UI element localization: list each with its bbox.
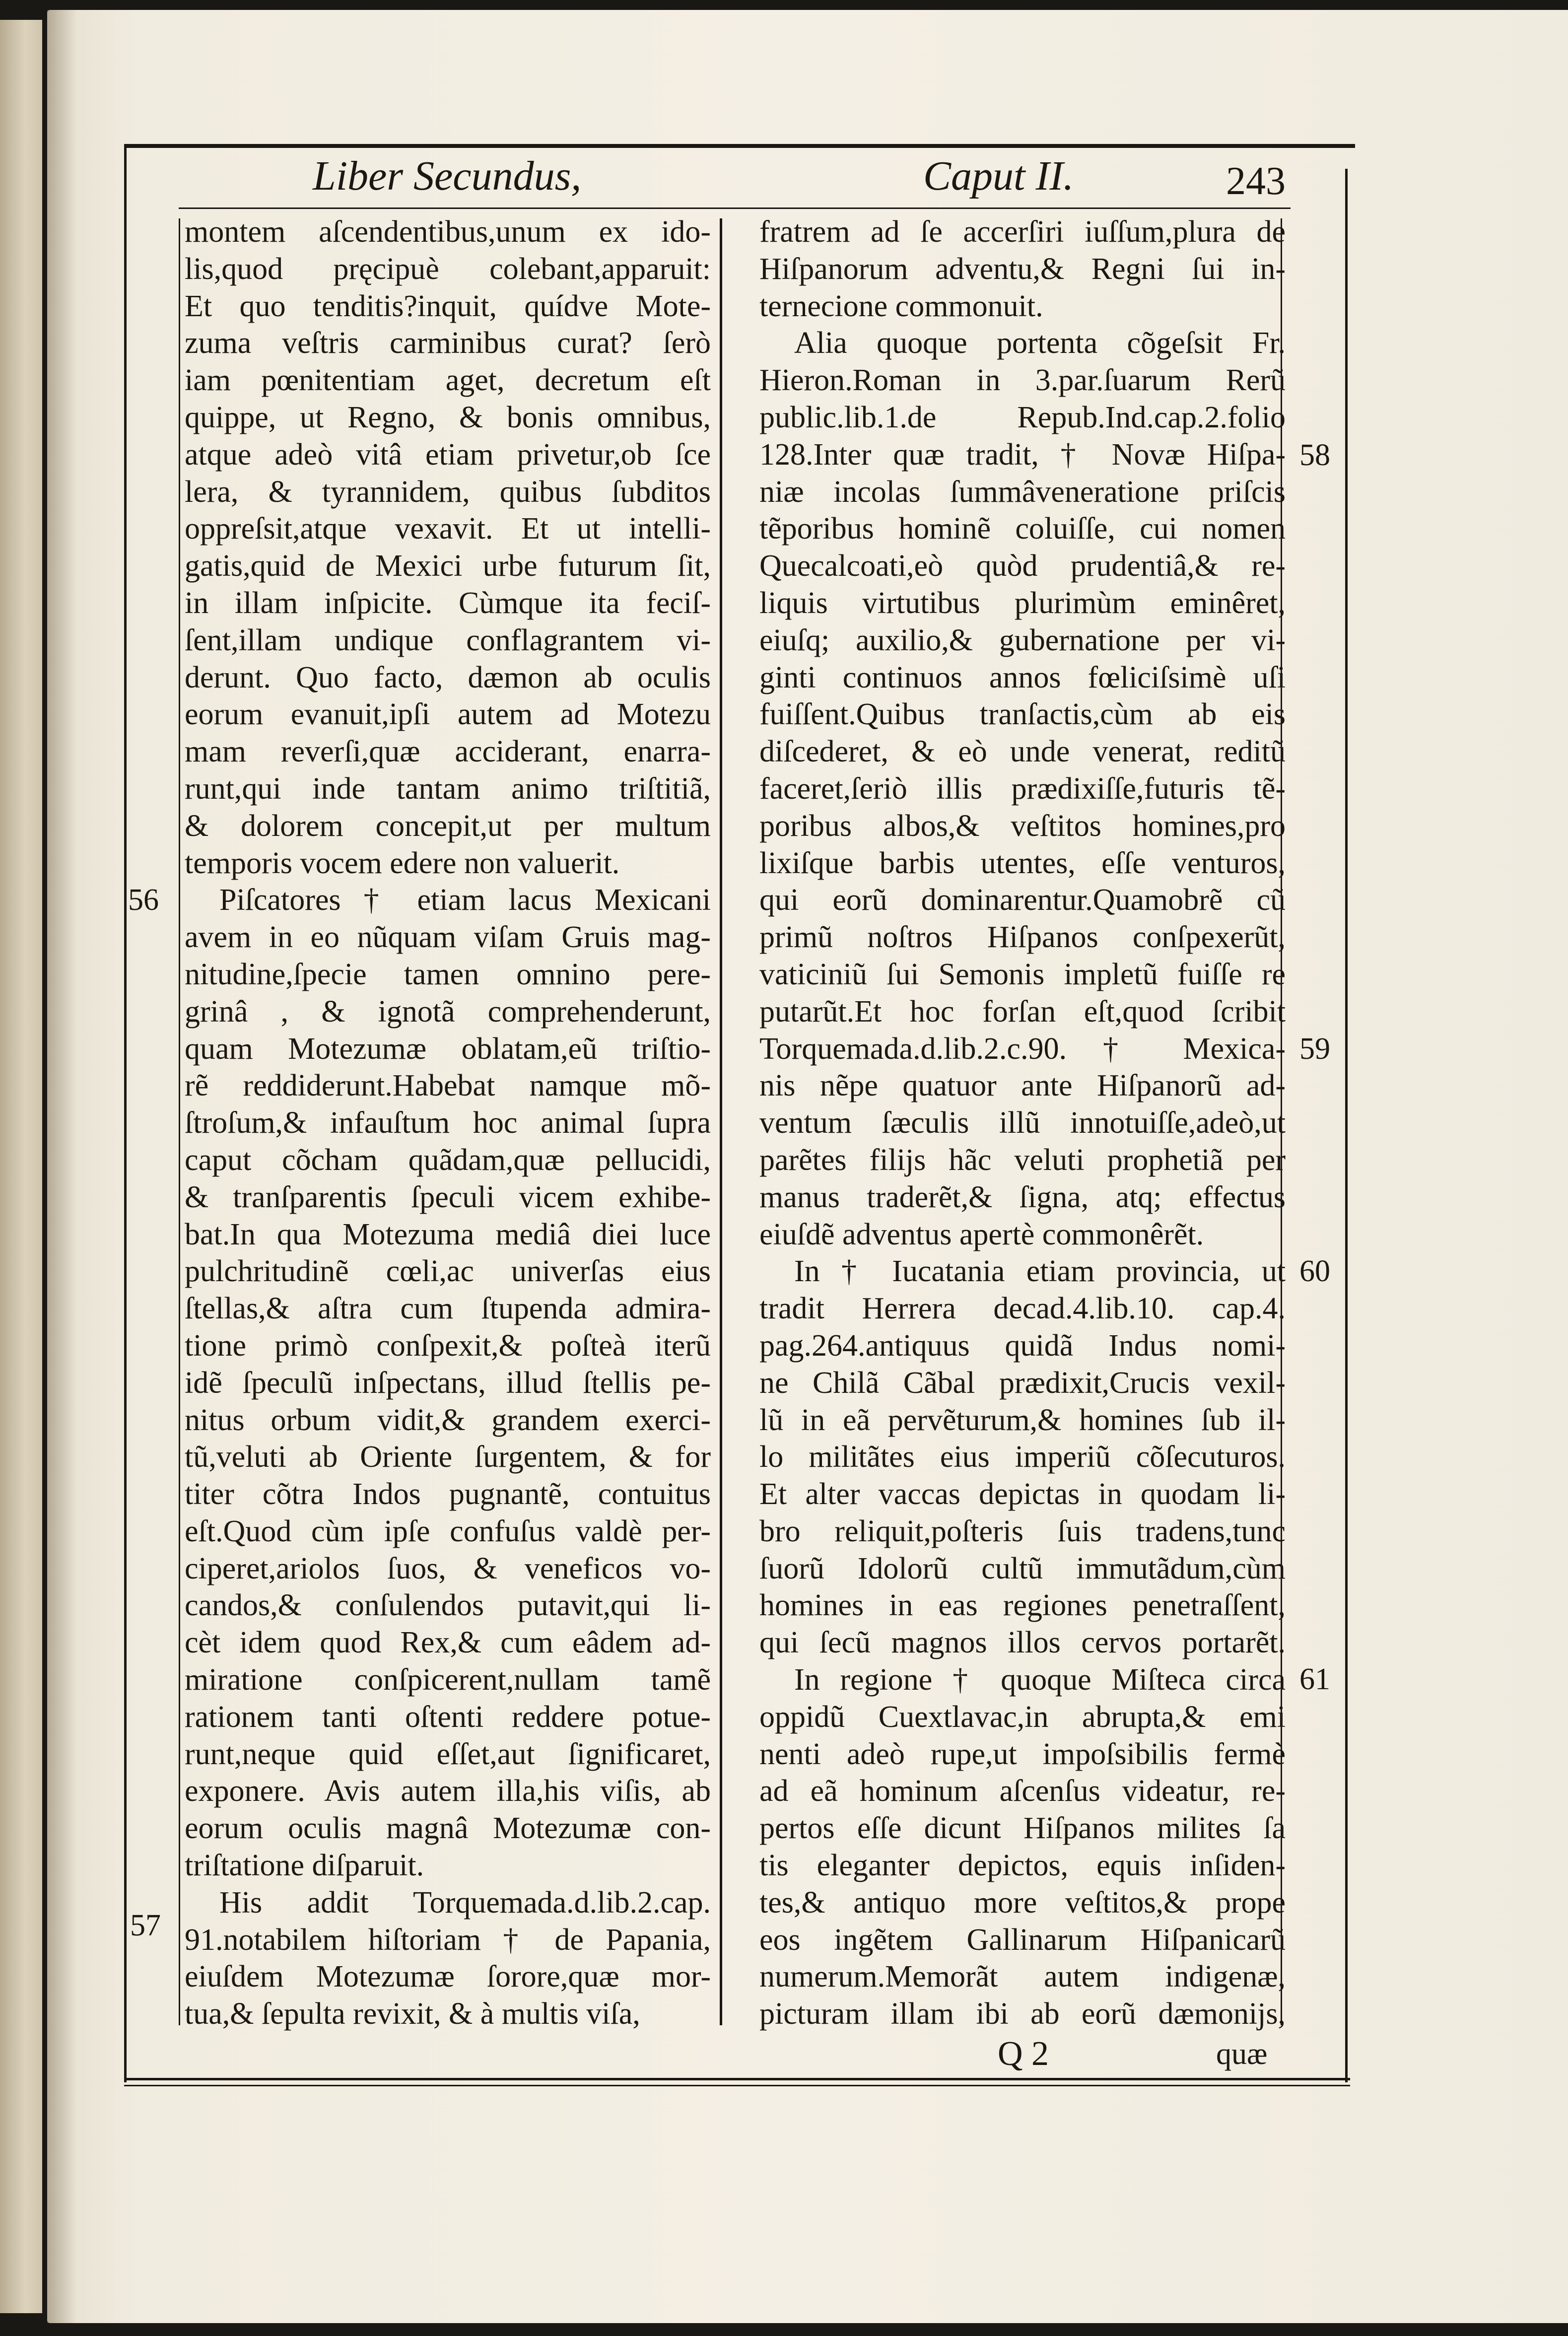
text-line: ciperet,ariolos ſuos, & veneficos vo-	[185, 1551, 711, 1585]
text-line: eiuſdẽ adventus apertè commonêrẽt.	[759, 1217, 1204, 1251]
text-line: tione primò conſpexit,& poſteà iterũ	[185, 1328, 711, 1363]
text-line: eiuſdem Motezumæ ſorore,quæ mor-	[185, 1960, 711, 1994]
text-line: Torquemada.d.lib.2.c.90. † Mexica-	[759, 1031, 1286, 1066]
text-line: runt,neque quid eſſet,aut ſignificaret,	[185, 1737, 711, 1771]
bottom-rule-thin	[124, 2085, 1350, 2086]
text-line: & tranſparentis ſpeculi vicem exhibe-	[185, 1180, 711, 1214]
text-line: Alia quoque portenta cõgeſsit Fr.	[794, 326, 1286, 360]
text-line: miratione conſpicerent,nullam tamẽ	[185, 1663, 711, 1697]
text-line: pulchritudinẽ cœli,ac univerſas eius	[185, 1254, 711, 1289]
text-line: bro reliquit,poſteris ſuis tradens,tunc	[759, 1514, 1286, 1548]
text-line: ſent,illam undique conflagrantem vi-	[185, 623, 711, 657]
text-line: rẽ reddiderunt.Habebat namque mõ-	[185, 1069, 711, 1103]
text-line: eſt.Quod cùm ipſe confuſus valdè per-	[185, 1514, 711, 1548]
text-line: eos ingẽtem Gallinarum Hiſpanicarũ	[759, 1923, 1286, 1957]
text-line: Piſcatores † etiam lacus Mexicani	[219, 883, 711, 917]
margin-note-number: 60	[1299, 1254, 1330, 1288]
text-line: Et alter vaccas depictas in quodam li-	[759, 1477, 1286, 1512]
text-line: tis eleganter depictos, equis inſiden-	[759, 1849, 1286, 1883]
signature-mark: Q 2	[998, 2035, 1049, 2073]
text-line: Quecalcoati,eò quòd prudentiâ,& re-	[759, 549, 1286, 583]
text-line: tẽporibus hominẽ coluiſſe, cui nomen	[759, 512, 1286, 546]
text-line: atque adeò vitâ etiam privetur,ob ſce	[185, 437, 711, 472]
text-line: liquis virtutibus plurimùm eminêret,	[759, 586, 1286, 620]
text-line: lũ in eã pervẽturum,& homines ſub il-	[759, 1403, 1286, 1437]
text-line: ad eã hominum aſcenſus videatur, re-	[759, 1774, 1286, 1808]
running-head-chapter: Caput II.	[923, 153, 1074, 199]
text-line: poribus albos,& veſtitos homines,pro	[759, 809, 1286, 843]
text-line: 128.Inter quæ tradit, † Novæ Hiſpa-	[759, 437, 1286, 472]
text-line: iam pœnitentiam aget, decretum eſt	[185, 363, 711, 398]
bottom-rule	[124, 2078, 1350, 2080]
text-line: homines in eas regiones penetraſſent,	[759, 1588, 1286, 1623]
text-line: numerum.Memorãt autem indigenæ,	[759, 1960, 1286, 1994]
text-line: fratrem ad ſe accerſiri iuſſum,plura de	[759, 215, 1286, 249]
text-line: manus traderẽt,& ſigna, atq; effectus	[759, 1180, 1286, 1214]
text-line: tua,& ſepulta revixit, & à multis viſa,	[185, 1997, 640, 2031]
text-line: cèt idem quod Rex,& cum eâdem ad-	[185, 1626, 711, 1660]
text-line: pag.264.antiquus quidã Indus nomi-	[759, 1328, 1286, 1363]
text-line: putarũt.Et hoc forſan eſt,quod ſcribit	[759, 994, 1286, 1029]
margin-note-number: 58	[1299, 438, 1330, 472]
text-line: ſtellas,& aſtra cum ſtupenda admira-	[185, 1292, 711, 1326]
frame-right-rule	[1345, 169, 1348, 2082]
text-line: 91.notabilem hiſtoriam † de Papania,	[185, 1923, 711, 1957]
text-line: public.lib.1.de Repub.Ind.cap.2.folio	[759, 400, 1286, 434]
text-line: bat.In qua Motezuma mediâ diei luce	[185, 1217, 711, 1251]
margin-note-number: 56	[128, 883, 159, 917]
text-line: derunt. Quo facto, dæmon ab oculis	[185, 660, 711, 694]
margin-note-number: 57	[130, 1909, 161, 1942]
text-line: diſcederet, & eò unde venerat, reditũ	[759, 735, 1286, 769]
text-line: parẽtes filijs hãc veluti prophetiã per	[759, 1143, 1286, 1177]
frame-left-rule	[124, 146, 127, 2082]
text-line: ventum ſæculis illũ innotuiſſe,adeò,ut	[759, 1106, 1286, 1140]
text-line: ſuorũ Idolorũ cultũ immutãdum,cùm	[759, 1551, 1286, 1585]
text-line: In † Iucatania etiam provincia, ut	[794, 1254, 1286, 1289]
text-line: grinâ , & ignotã comprehenderunt,	[185, 994, 711, 1029]
text-line: triſtatione diſparuit.	[185, 1849, 424, 1883]
text-line: faceret,ſeriò illis prædixiſſe,futuris tẽ-	[759, 771, 1286, 806]
page-number: 243	[1226, 159, 1286, 203]
margin-note-number: 61	[1299, 1662, 1330, 1696]
text-line: primũ noſtros Hiſpanos conſpexerũt,	[759, 920, 1286, 955]
text-line: eorum oculis magnâ Motezumæ con-	[185, 1811, 711, 1846]
text-line: Et quo tenditis?inquit, quídve Mote-	[185, 289, 711, 323]
right-text-column	[759, 213, 1286, 2033]
text-line: In regione † quoque Miſteca circa	[794, 1663, 1286, 1697]
text-line: lis,quod pręcipuè colebant,apparuit:	[185, 252, 711, 286]
text-line: tradit Herrera decad.4.lib.10. cap.4.	[759, 1292, 1286, 1326]
text-line: & dolorem concepit,ut per multum	[185, 809, 711, 843]
running-head-book: Liber Secundus,	[313, 153, 582, 199]
text-line: rationem tanti oſtenti reddere potue-	[185, 1700, 711, 1734]
text-line: eiuſq; auxilio,& gubernatione per vi-	[759, 623, 1286, 657]
text-line: Hieron.Roman in 3.par.ſuarum Rerũ	[759, 363, 1286, 398]
text-line: oppreſsit,atque vexavit. Et ut intelli-	[185, 512, 711, 546]
text-line: qui eorũ dominarentur.Quamobrẽ cũ	[759, 883, 1286, 917]
text-line: quam Motezumæ oblatam,eũ triſtio-	[185, 1031, 711, 1066]
text-line: nitudine,ſpecie tamen omnino pere-	[185, 957, 711, 991]
text-line: His addit Torquemada.d.lib.2.cap.	[219, 1885, 711, 1920]
text-line: oppidũ Cuextlavac,in abrupta,& emi	[759, 1700, 1286, 1734]
text-line: mam reverſi,quæ acciderant, enarra-	[185, 735, 711, 769]
text-line: ſtroſum,& infauſtum hoc animal ſupra	[185, 1106, 711, 1140]
text-line: quippe, ut Regno, & bonis omnibus,	[185, 400, 711, 434]
text-line: Hiſpanorum adventu,& Regni ſui in-	[759, 252, 1286, 286]
text-line: titer cõtra Indos pugnantẽ, contuitus	[185, 1477, 711, 1512]
left-text-column	[185, 213, 711, 2033]
text-line: fuiſſent.Quibus tranſactis,cùm ab eis	[759, 697, 1286, 732]
text-line: lera, & tyrannidem, quibus ſubditos	[185, 475, 711, 509]
text-line: montem aſcendentibus,unum ex ido-	[185, 215, 711, 249]
margin-note-number: 59	[1299, 1032, 1330, 1066]
text-line: gatis,quid de Mexici urbe futurum ſit,	[185, 549, 711, 583]
text-line: pertos eſſe dicunt Hiſpanos milites ſa	[759, 1811, 1286, 1846]
text-line: in illam inſpicite. Cùmque ita feciſ-	[185, 586, 711, 620]
text-line: idẽ ſpeculũ inſpectans, illud ſtellis pe-	[185, 1366, 711, 1400]
text-line: niæ incolas ſummâveneratione priſcis	[759, 475, 1286, 509]
text-line: caput cõcham quãdam,quæ pellucidi,	[185, 1143, 711, 1177]
text-line: tũ,veluti ab Oriente ſurgentem, & for	[185, 1440, 711, 1474]
text-line: ne Chilã Cãbal prædixit,Crucis vexil-	[759, 1366, 1286, 1400]
text-line: nitus orbum vidit,& grandem exerci-	[185, 1403, 711, 1437]
text-line: candos,& conſulendos putavit,qui li-	[185, 1588, 711, 1623]
catchword: quæ	[1216, 2037, 1268, 2071]
text-line: exponere. Avis autem illa,his viſis, ab	[185, 1774, 711, 1808]
text-line: nis nẽpe quatuor ante Hiſpanorũ ad-	[759, 1069, 1286, 1103]
text-line: temporis vocem edere non valuerit.	[185, 846, 620, 880]
adjacent-page-edge	[0, 20, 42, 2313]
text-line: avem in eo nũquam viſam Gruis mag-	[185, 920, 711, 955]
text-line: runt,qui inde tantam animo triſtitiã,	[185, 771, 711, 806]
text-line: lixiſque barbis utentes, eſſe venturos,	[759, 846, 1286, 880]
text-line: lo militãtes eius imperiũ cõſecuturos.	[759, 1440, 1286, 1474]
left-column-rule	[179, 218, 180, 2025]
header-underline	[179, 207, 1291, 209]
text-line: tes,& antiquo more veſtitos,& prope	[759, 1885, 1286, 1920]
text-line: eorum evanuit,ipſi autem ad Motezu	[185, 697, 711, 732]
text-line: ternecione commonuit.	[759, 289, 1043, 323]
text-line: ginti continuos annos fœliciſsimè uſi	[759, 660, 1286, 694]
top-rule	[124, 144, 1355, 148]
text-line: zuma veſtris carminibus curat? ſerò	[185, 326, 711, 360]
column-gutter-rule	[720, 218, 722, 2025]
text-line: nenti adeò rupe,ut impoſsibilis fermè	[759, 1737, 1286, 1771]
text-line: vaticiniũ ſui Semonis impletũ fuiſſe re	[759, 957, 1286, 991]
text-line: qui ſecũ magnos illos cervos portarẽt.	[759, 1626, 1286, 1660]
spine-shadow	[47, 10, 77, 2323]
text-line: picturam illam ibi ab eorũ dæmonijs,	[759, 1997, 1286, 2031]
